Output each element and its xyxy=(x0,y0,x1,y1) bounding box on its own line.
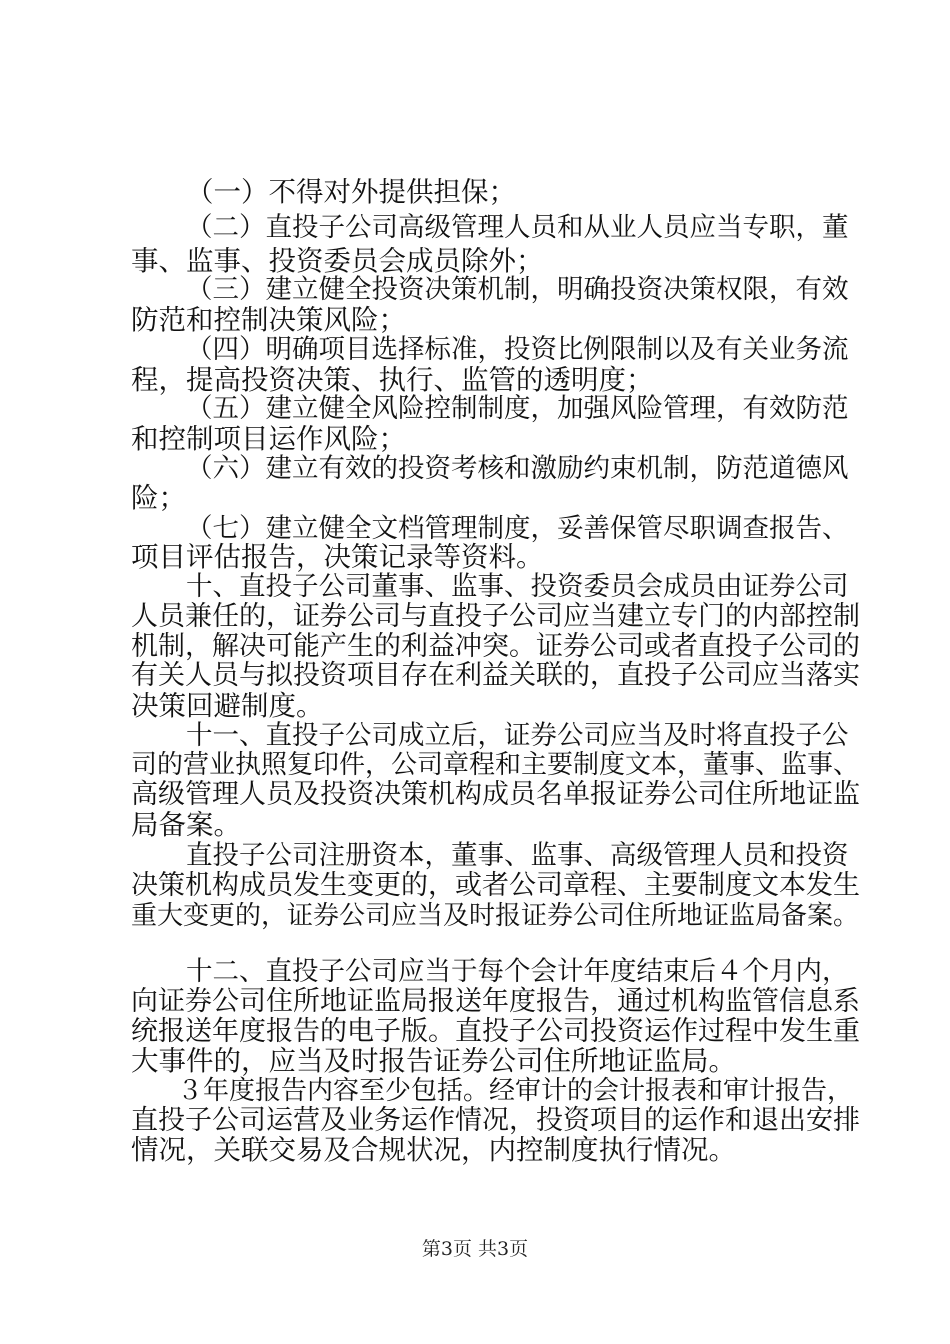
paragraph-line: 重大变更的，证券公司应当及时报证券公司住所地证监局备案。 xyxy=(131,901,860,931)
paragraph-line: （二）直投子公司高级管理人员和从业人员应当专职，董 xyxy=(186,212,849,243)
paragraph-line: 直投子公司运营及业务运作情况，投资项目的运作和退出安排 xyxy=(131,1105,860,1136)
paragraph-line: 十二、直投子公司应当于每个会计年度结束后４个月内， xyxy=(186,956,849,987)
paragraph-line: 十一、直投子公司成立后，证券公司应当及时将直投子公 xyxy=(186,720,849,751)
paragraph-line: 直投子公司注册资本，董事、监事、高级管理人员和投资 xyxy=(186,840,849,871)
paragraph-line: （七）建立健全文档管理制度，妥善保管尽职调查报告、 xyxy=(186,513,849,544)
paragraph-line: 十、直投子公司董事、监事、投资委员会成员由证券公司 xyxy=(186,571,849,602)
page-footer: 第3页 共3页 xyxy=(421,1238,529,1260)
paragraph-line: 程，提高投资决策、执行、监管的透明度； xyxy=(131,364,654,396)
paragraph-line: 人员兼任的，证券公司与直投子公司应当建立专门的内部控制 xyxy=(131,601,860,632)
paragraph-line: （三）建立健全投资决策机制，明确投资决策权限，有效 xyxy=(186,274,849,305)
paragraph-line: （四）明确项目选择标准，投资比例限制以及有关业务流 xyxy=(186,334,849,365)
paragraph-line: （六）建立有效的投资考核和激励约束机制，防范道德风 xyxy=(186,453,849,484)
paragraph-line: 统报送年度报告的电子版。直投子公司投资运作过程中发生重 xyxy=(131,1016,860,1047)
paragraph-line: 高级管理人员及投资决策机构成员名单报证券公司住所地证监 xyxy=(131,779,860,810)
paragraph-line: 决策机构成员发生变更的，或者公司章程、主要制度文本发生 xyxy=(131,870,860,901)
paragraph-line: 决策回避制度。 xyxy=(131,690,324,722)
paragraph-line: ３年度报告内容至少包括。经审计的会计报表和审计报告， xyxy=(177,1076,854,1106)
paragraph-line: 险； xyxy=(131,482,186,514)
paragraph-line: 和控制项目运作风险； xyxy=(131,423,406,455)
paragraph-line: 司的营业执照复印件，公司章程和主要制度文本，董事、监事、 xyxy=(131,750,860,780)
paragraph-line: 防范和控制决策风险； xyxy=(131,304,406,336)
paragraph-line: 向证券公司住所地证监局报送年度报告，通过机构监管信息系 xyxy=(131,986,860,1017)
paragraph-line: 事、监事、投资委员会成员除外； xyxy=(131,245,544,277)
paragraph-line: 大事件的，应当及时报告证券公司住所地证监局。 xyxy=(131,1045,736,1077)
paragraph-line: （一）不得对外提供担保； xyxy=(186,176,516,208)
paragraph-line: 局备案。 xyxy=(131,809,241,841)
paragraph-line: 机制，解决可能产生的利益冲突。证券公司或者直投子公司的 xyxy=(131,631,860,662)
paragraph-line: 项目评估报告，决策记录等资料。 xyxy=(131,541,544,573)
paragraph-line: （五）建立健全风险控制制度，加强风险管理，有效防范 xyxy=(186,393,849,424)
paragraph-line: 有关人员与拟投资项目存在利益关联的，直投子公司应当落实 xyxy=(131,660,860,691)
paragraph-line: 情况，关联交易及合规状况，内控制度执行情况。 xyxy=(131,1134,736,1166)
